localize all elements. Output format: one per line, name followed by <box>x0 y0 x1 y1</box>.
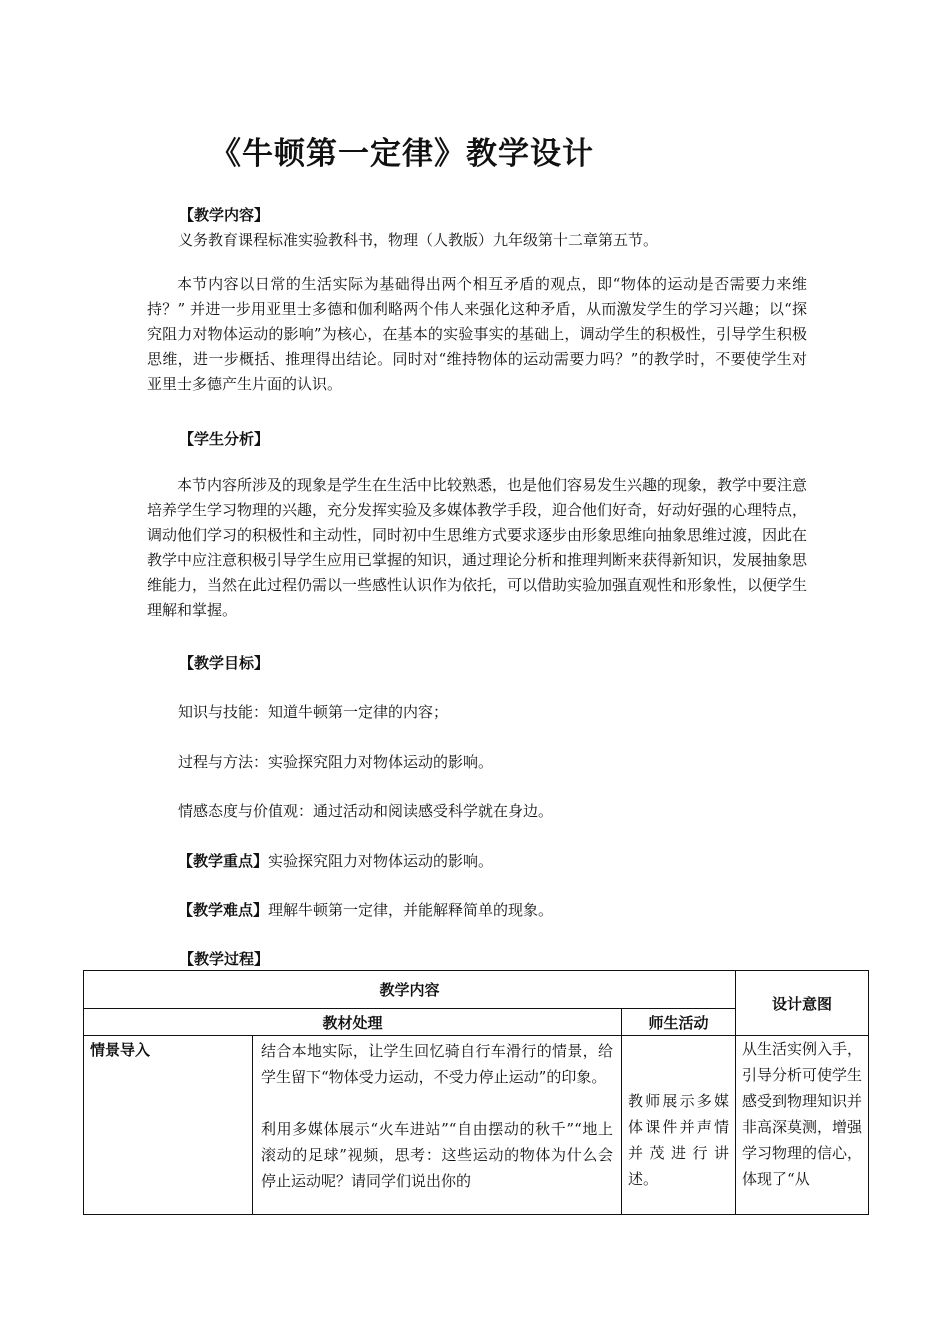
header-material-handling: 教材处理 <box>84 1009 622 1036</box>
header-teacher-student-activity: 师生活动 <box>622 1009 736 1036</box>
goal-emotion: 情感态度与价值观：通过活动和阅读感受科学就在身边。 <box>178 802 554 820</box>
content-paragraph: 本节内容以日常的生活实际为基础得出两个相互矛盾的观点，即“物体的运动是否需要力来维持？” 并进一步用亚里士多德和伽利略两个伟人来强化这种矛盾，从而激发学生的学习兴趣；以“探究阻力对物体运动的影响”为核心，在基本的实验事实的基础上，调动学生的积极性，引导学生积极思维，进一步概括、推理得出结论。同时对“维持物体的运动需要力吗？”的教学时，不要使学生对亚里士多德产生片面的认识。 <box>147 275 807 393</box>
goal-knowledge: 知识与技能：知道牛顿第一定律的内容； <box>178 703 449 721</box>
intent-cell: 从生活实例入手，引导分析可使学生感受到物理知识并非高深莫测，增强学习物理的信心，体现了“从 <box>736 1036 869 1215</box>
teaching-process-heading: 【教学过程】 <box>179 950 270 968</box>
key-point-label: 【教学重点】 <box>178 852 269 870</box>
key-point-text: 实验探究阻力对物体运动的影响。 <box>268 852 494 870</box>
goal-process: 过程与方法：实验探究阻力对物体运动的影响。 <box>178 753 494 771</box>
difficulty-text: 理解牛顿第一定律，并能解释简单的现象。 <box>268 901 554 919</box>
material-content <box>253 1036 622 1215</box>
teaching-process-table <box>83 970 869 1215</box>
header-teaching-content: 教学内容 <box>84 971 736 1009</box>
teaching-goals-heading: 【教学目标】 <box>179 654 270 672</box>
stage-label: 情景导入 <box>84 1036 253 1215</box>
textbook-info: 义务教育课程标准实验教科书，物理（人教版）九年级第十二章第五节。 <box>178 231 659 249</box>
activity-text: 教师展示多媒体课件并声情并茂进行讲述。 <box>628 1092 730 1188</box>
teaching-content-heading: 【教学内容】 <box>179 206 270 224</box>
difficulty <box>178 899 553 920</box>
student-analysis-paragraph: 本节内容所涉及的现象是学生在生活中比较熟悉，也是他们容易发生兴趣的现象，教学中要注意培养学生学习物理的兴趣，充分发挥实验及多媒体教学手段，迎合他们好奇，好动好强的心理特点，调动他们学习的积极性和主动性，同时初中生思维方式要求逐步由形象思维向抽象思维过渡，因此在教学中应注意积极引导学生应用已掌握的知识，通过理论分析和推理判断来获得新知识，发展抽象思维能力，当然在此过程仍需以一些感性认识作为依托，可以借助实验加强直观性和形象性，以便学生理解和掌握。 <box>147 476 808 619</box>
student-analysis-heading: 【学生分析】 <box>179 430 270 448</box>
header-design-intent: 设计意图 <box>736 971 869 1036</box>
key-point <box>178 850 493 871</box>
difficulty-label: 【教学难点】 <box>178 901 269 919</box>
document-title: 《牛顿第一定律》教学设计 <box>210 136 594 172</box>
material-paragraph-2: 利用多媒体展示“火车进站”“自由摆动的秋千”“地上滚动的足球”视频，思考：这些运动的物体为什么会停止运动呢？请同学们说出你的 <box>261 1120 613 1190</box>
activity-cell <box>622 1036 736 1215</box>
table-row <box>84 1036 869 1215</box>
material-paragraph-1: 结合本地实际，让学生回忆骑自行车滑行的情景，给学生留下“物体受力运动，不受力停止运动”的印象。 <box>261 1042 613 1086</box>
